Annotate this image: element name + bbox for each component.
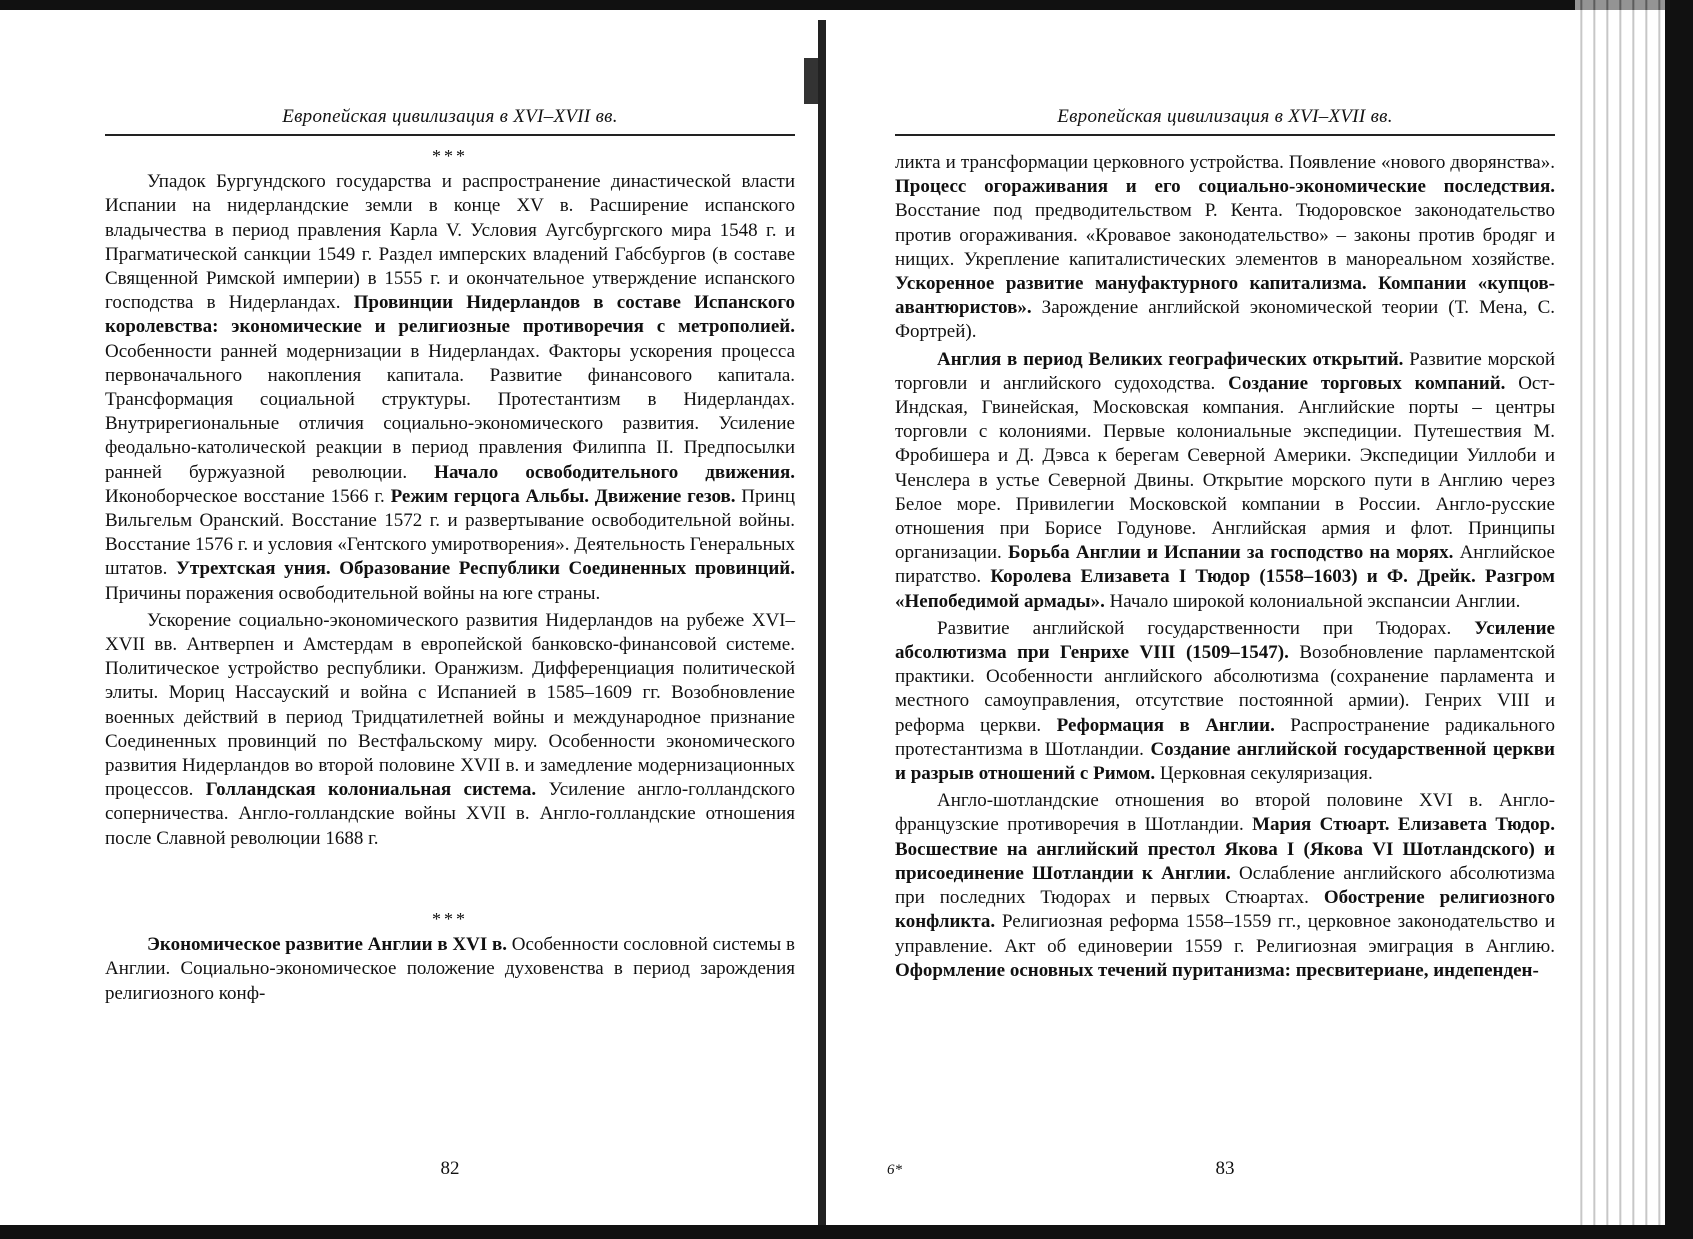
text-run: Религиозная реформа 1558–1559 гг., церковное законодательство и управление. Акт об единоверии 1559 г. Религиозная эмиграция в Англию. bbox=[895, 911, 1555, 957]
paragraph bbox=[895, 348, 1555, 614]
text-run: Распространение радикального протестантизма в Шотландии. bbox=[895, 714, 1555, 760]
text-run: Англо-шотландские отношения во второй половине XVI в. Англо-французские противоречия в Шотландии. bbox=[895, 790, 1555, 836]
text-run: Начало широкой колониальной экспансии Англии. bbox=[1104, 590, 1521, 612]
section-text bbox=[105, 170, 795, 851]
page-number: 83 bbox=[1215, 1158, 1235, 1179]
text-run: Развитие морской торговли и английского судоходства. bbox=[895, 348, 1555, 394]
signature-mark: 6* bbox=[887, 1162, 902, 1178]
bold-run: Мария Стюарт. Елизавета Тюдор. Восшествие на английский престол Якова I (Якова VI Шотландского) и присоединение Шотландии к Англии. bbox=[895, 814, 1555, 884]
bold-run: Провинции Нидерландов в составе Испанского королевства: экономические и религиозные противоречия с метрополией. bbox=[105, 292, 795, 338]
section-divider: *** bbox=[432, 908, 468, 929]
page-number: 82 bbox=[440, 1158, 460, 1179]
bold-run: Борьба Англии и Испании за господство на морях. bbox=[1007, 542, 1454, 564]
text-run: Иконоборческое восстание 1566 г. bbox=[105, 485, 391, 507]
gutter-mark bbox=[804, 58, 818, 104]
bold-run: Усиление абсолютизма при Генрихе VIII (1509–1547). bbox=[895, 617, 1555, 664]
text-run: Английское пиратство. bbox=[895, 542, 1555, 588]
bold-run: Оформление основных течений пуританизма: пресвитериане, индепенден- bbox=[895, 959, 1539, 981]
text-run: Развитие английской государственности при Тюдорах. bbox=[937, 617, 1475, 639]
bold-run: Королева Елизавета I Тюдор (1558–1603) и Ф. Дрейк. Разгром «Непобедимой армады». bbox=[895, 566, 1555, 612]
page-body bbox=[105, 138, 795, 1006]
page-body bbox=[895, 151, 1555, 983]
scan-top-shadow bbox=[0, 0, 1693, 10]
paragraph bbox=[105, 170, 795, 606]
text-run: Усиление англо-голландского соперничества. Англо-голландские войны XVII в. Англо-голландские отношения после Славной революции 1688 г. bbox=[105, 779, 795, 849]
text-run: Возобновление парламентской практики. Особенности английского абсолютизма (сохранение парламента и местного самоуправления, отсутствие постоянной армии). Генрих VIII и реформа церкви. bbox=[895, 642, 1555, 736]
bold-run: Реформация в Англии. bbox=[1056, 714, 1275, 736]
running-head: Европейская цивилизация в XVI–XVII вв. bbox=[1057, 106, 1393, 127]
bold-run: Режим герцога Альбы. Движение гезов. bbox=[390, 485, 736, 507]
text-run: Ускорение социально-экономического развития Нидерландов на рубеже XVI–XVII вв. Антверпен и Амстердам в европейской банковско-финансовой системе. Политическое устройство республики. Оранжизм. Дифференциация политической элиты. Мориц Нассауский и война с Испанией в 1585–1609 гг. Возобновление военных действий в период Тридцатилетней войны и международное признание Соединенных провинций по Вестфальскому миру. Особенности экономического развития Нидерландов во второй половине XVII в. и замедление модернизационных процессов. bbox=[105, 609, 795, 801]
paragraph bbox=[895, 789, 1555, 983]
scan-bottom-shadow bbox=[0, 1225, 1693, 1239]
bold-run: Процесс огораживания и его социально-экономические последствия. bbox=[895, 176, 1555, 198]
bold-run: Создание торговых компаний. bbox=[1228, 372, 1506, 394]
running-head: Европейская цивилизация в XVI–XVII вв. bbox=[282, 106, 618, 127]
bold-run: Экономическое развитие Англии в XVI в. bbox=[147, 934, 507, 956]
scan-right-shadow bbox=[1665, 0, 1693, 1239]
page-edges bbox=[1575, 0, 1665, 1239]
book-gutter bbox=[818, 20, 826, 1225]
paragraph bbox=[105, 609, 795, 851]
bold-run: Начало освободительного движения. bbox=[434, 461, 795, 483]
text-run: Принц Вильгельм Оранский. Восстание 1572 г. и развертывание освободительной войны. Восстание 1576 г. и условия «Гентского умиротворения». Деятельность Генеральных штатов. bbox=[105, 485, 796, 580]
text-run: Зарождение английской экономической теории (Т. Мена, С. Фортрей). bbox=[895, 297, 1555, 343]
section-divider: *** bbox=[432, 146, 468, 166]
text-run: Особенности ранней модернизации в Нидерландах. Факторы ускорения процесса первоначального накопления капитала. Развитие финансового капитала. Трансформация социальной структуры. Протестантизм в Нидерландах. Внутрирегиональные отличия социально-экономического развития. Усиление феодально-католической реакции в период правления Филиппа II. Предпосылки ранней буржуазной революции. bbox=[105, 340, 795, 483]
text-run: Упадок Бургундского государства и распространение династической власти Испании на нидерландские земли в конце XV в. Расширение испанского владычества в период правления Карла V. Условия Аугсбургского мира 1548 г. и Прагматической санкции 1549 г. Раздел имперских владений Габсбургов (в составе Священной Римской империи) в 1555 г. и окончательное утверждение испанского господства в Нидерландах. bbox=[105, 171, 795, 314]
header-rule bbox=[105, 134, 795, 136]
bold-run: Обострение религиозного конфликта. bbox=[895, 887, 1555, 933]
bold-run: Утрехтская уния. Образование Республики Соединенных провинций. bbox=[175, 558, 795, 580]
header-rule bbox=[895, 134, 1555, 136]
text-run: Ослабление английского абсолютизма при последних Тюдорах и первых Стюартах. bbox=[895, 862, 1555, 909]
bold-run: Создание английской государственной церкви и разрыв отношений с Римом. bbox=[895, 738, 1555, 785]
bold-run: Голландская колониальная система. bbox=[205, 779, 537, 801]
text-run: Восстание под предводительством Р. Кента. Тюдоровское законодательство против огораживания. «Кровавое законодательство» – законы против бродяг и нищих. Укрепление капиталистических элементов в манореальном хозяйстве. bbox=[895, 200, 1555, 270]
text-run: ликта и трансформации церковного устройства. Появление «нового дворянства». bbox=[895, 152, 1555, 173]
paragraph bbox=[895, 151, 1555, 345]
text-run: Причины поражения освободительной войны на юге страны. bbox=[105, 582, 601, 604]
paragraph bbox=[895, 617, 1555, 786]
paragraph bbox=[105, 933, 795, 1006]
bold-run: Ускоренное развитие мануфактурного капитализма. Компании «купцов-авантюристов». bbox=[895, 273, 1555, 319]
section-text bbox=[105, 933, 795, 1006]
bold-run: Англия в период Великих географических открытий. bbox=[937, 348, 1404, 370]
text-run: Ост-Индская, Гвинейская, Московская компания. Английские порты – центры торговли с колониями. Первые колониальные экспедиции. Путешествия М. Фробишера и Д. Дэвса к берегам Северной Америки. Экспедиции Уиллоби и Ченслера в устье Северной Двины. Открытие морского пути в Англию через Белое море. Привилегии Московской компании в России. Англо-русские отношения при Борисе Годунове. Английская армия и флот. Принципы организации. bbox=[895, 372, 1555, 564]
text-run: Особенности сословной системы в Англии. Социально-экономическое положение духовенства в период зарождения религиозного конф- bbox=[105, 934, 795, 1004]
text-run: Церковная секуляризация. bbox=[1155, 763, 1373, 785]
